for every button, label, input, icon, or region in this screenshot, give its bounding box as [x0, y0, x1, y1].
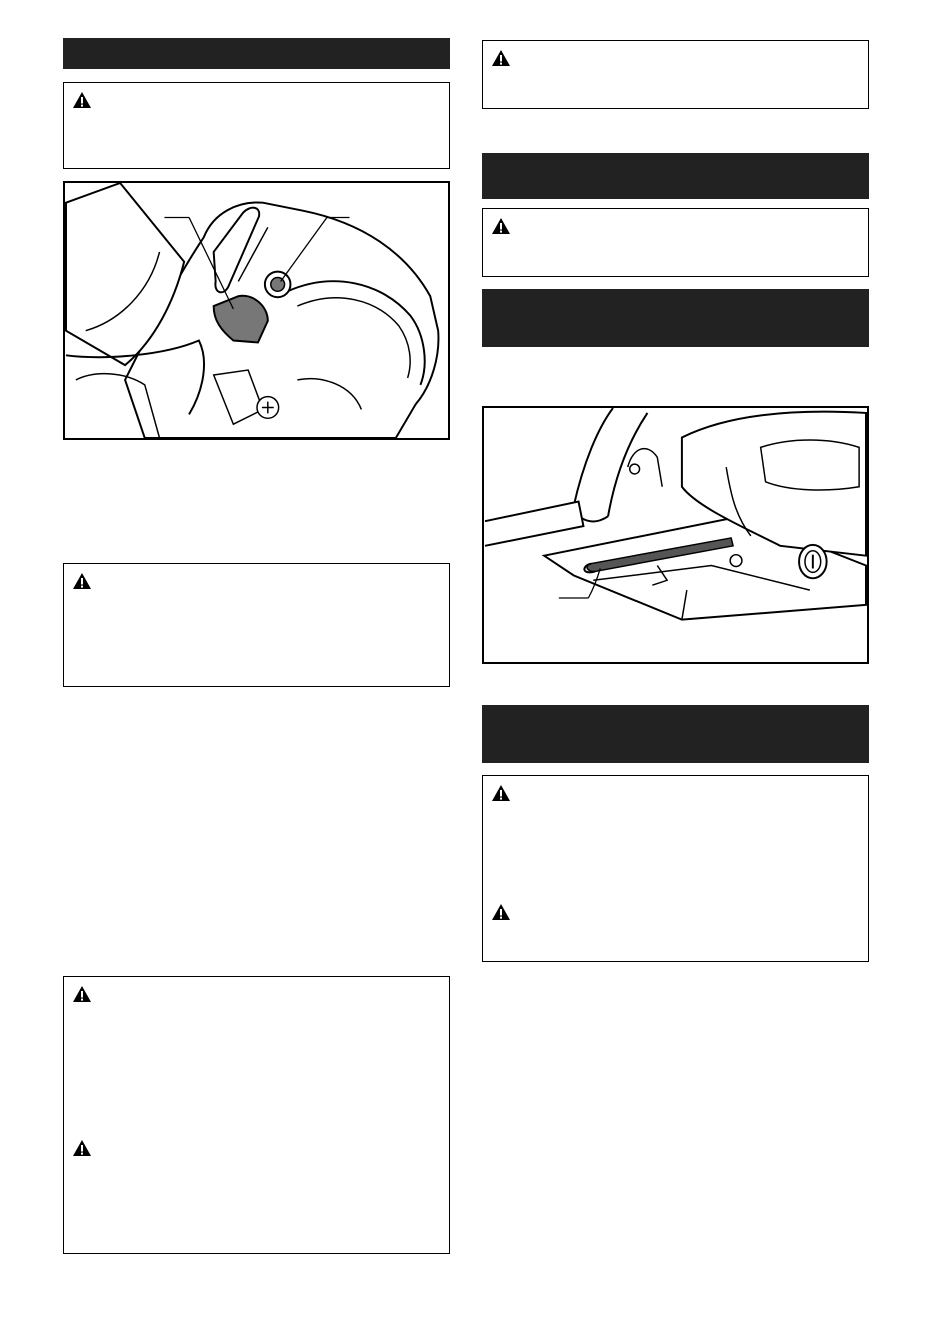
- right-warning-box-1: [482, 40, 869, 109]
- right-warning-box-3: [482, 775, 869, 962]
- left-warning-box-1: [63, 82, 450, 169]
- right-section-header-2: [482, 289, 869, 347]
- left-section-header: [63, 38, 450, 69]
- figure-lock-off-lever: [63, 181, 450, 440]
- warning-triangle-icon: [491, 217, 511, 235]
- figure-hex-wrench-storage: [482, 406, 869, 664]
- warning-triangle-icon: [72, 985, 92, 1003]
- left-warning-box-3: [63, 976, 450, 1254]
- lock-off-lever-and-button-illustration: [65, 183, 448, 438]
- warning-triangle-icon: [491, 903, 511, 921]
- warning-triangle-icon: [72, 572, 92, 590]
- warning-triangle-icon: [491, 784, 511, 802]
- left-warning-box-2: [63, 563, 450, 687]
- hex-wrench-storage-illustration: [484, 408, 867, 662]
- warning-triangle-icon: [72, 91, 92, 109]
- right-warning-box-2: [482, 208, 869, 277]
- right-section-header-1: [482, 153, 869, 199]
- warning-triangle-icon: [491, 49, 511, 67]
- right-section-header-3: [482, 705, 869, 763]
- warning-triangle-icon: [72, 1139, 92, 1157]
